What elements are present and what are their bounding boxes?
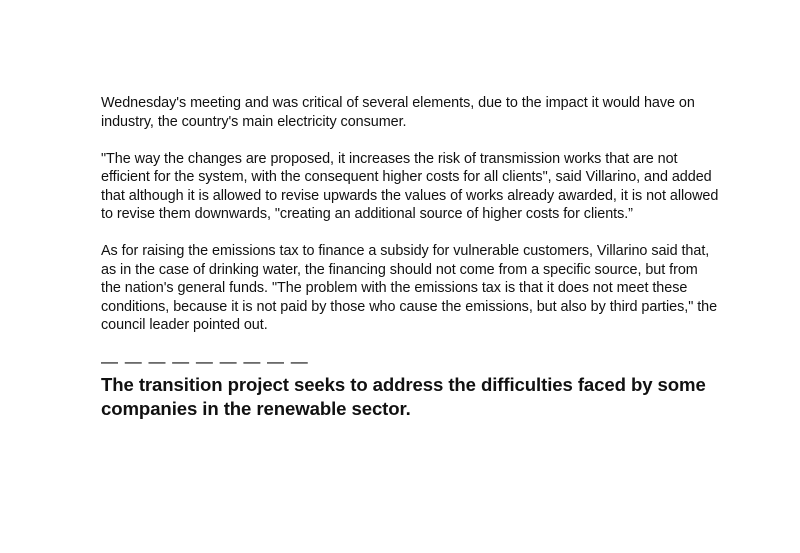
- article-paragraph-3: As for raising the emissions tax to finance a subsidy for vulnerable customers, Villarino said that, as in the case of drinking water, the financing should not come from a specific source, but from the nation's general funds. "The problem with the emissions tax is that it does not meet these conditions, because it is not paid by those who cause the emissions, but also by third parties," the council leader pointed out.: [101, 243, 718, 333]
- article-paragraph-1: Wednesday's meeting and was critical of several elements, due to the impact it would have on industry, the country's main electricity consumer.: [101, 95, 695, 130]
- article-paragraph-2: "The way the changes are proposed, it increases the risk of transmission works that are not efficient for the system, with the consequent higher costs for all clients", said Villarino, and added that although it is allowed to revise upwards the values of works already awarded, it is not allowed to revise them downwards, "creating an additional source of higher costs for clients.”: [101, 150, 719, 222]
- article-body: [101, 94, 721, 420]
- section-separator: — — — — — — — — —: [101, 352, 309, 371]
- section-headline: The transition project seeks to address the difficulties faced by some companies in the renewable sector.: [101, 374, 706, 419]
